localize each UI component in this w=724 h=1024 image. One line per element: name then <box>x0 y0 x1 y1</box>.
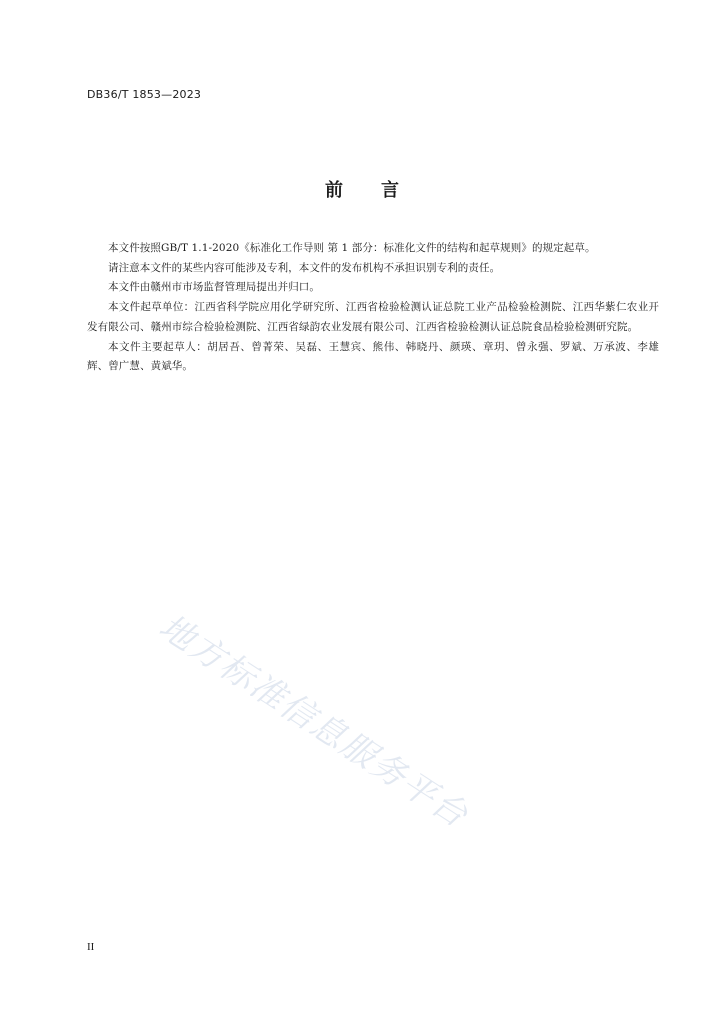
paragraph-drafters: 本文件主要起草人：胡居吾、曾菁荣、吴磊、王慧宾、熊伟、韩晓丹、颜瑛、章玥、曾永强、罗斌、万承波、李雄辉、曾广慧、黄斌华。 <box>87 340 659 373</box>
page-number: II <box>87 941 95 953</box>
paragraph-drafting-units: 本文件起草单位：江西省科学院应用化学研究所、江西省检验检测认证总院工业产品检验检测院、江西华紫仁农业开发有限公司、赣州市综合检验检测院、江西省绿韵农业发展有限公司、江西省检验检测认证总院食品检验检测研究院。 <box>87 301 659 333</box>
foreword-body <box>87 239 659 377</box>
title-char-2: 言 <box>381 180 399 201</box>
standard-code: DB36/T 1853—2023 <box>87 88 202 101</box>
page-title <box>0 176 724 202</box>
paragraph-proposer: 本文件由赣州市市场监督管理局提出并归口。 <box>108 281 320 294</box>
watermark: 地方标准信息服务平台 <box>151 606 476 837</box>
paragraph-patent-notice: 请注意本文件的某些内容可能涉及专利，本文件的发布机构不承担识别专利的责任。 <box>108 261 501 274</box>
paragraph-drafting-rules: 本文件按照GB/T 1.1-2020《标准化工作导则 第 1 部分：标准化文件的结构和起草规则》的规定起草。 <box>108 242 596 254</box>
title-char-1: 前 <box>325 180 343 201</box>
